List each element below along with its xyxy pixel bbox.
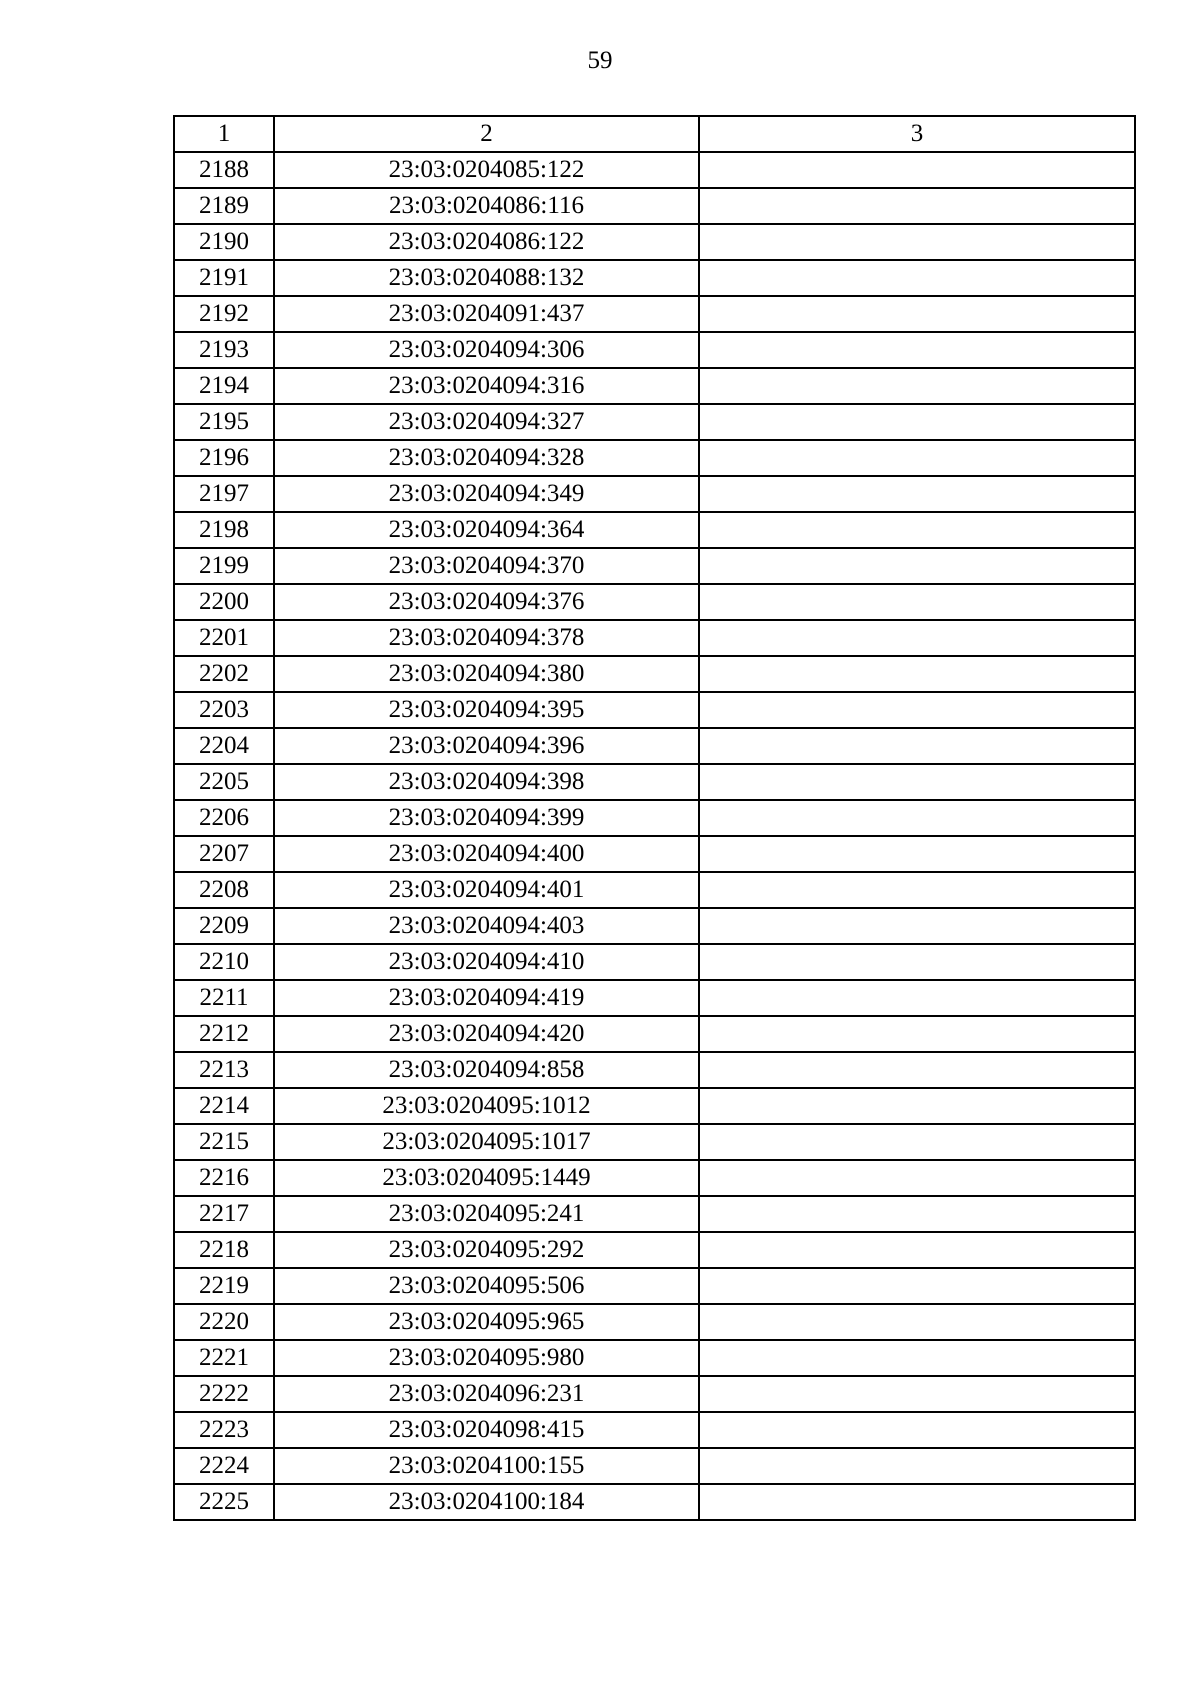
table-body (174, 116, 1135, 1520)
notes-cell (699, 584, 1135, 620)
notes-cell (699, 1448, 1135, 1484)
page-number: 59 (587, 47, 613, 74)
table-row (174, 1232, 1135, 1268)
row-number-cell: 2200 (174, 584, 274, 620)
cadastral-number-cell: 23:03:0204100:184 (274, 1484, 699, 1520)
table-row (174, 332, 1135, 368)
notes-cell (699, 1412, 1135, 1448)
cadastral-number-cell: 23:03:0204094:316 (274, 368, 699, 404)
table-row (174, 692, 1135, 728)
table-header-row (174, 116, 1135, 152)
notes-cell (699, 728, 1135, 764)
notes-cell (699, 620, 1135, 656)
cadastral-number-cell: 23:03:0204095:980 (274, 1340, 699, 1376)
column-header-3: 3 (699, 116, 1135, 152)
cadastral-number-cell: 23:03:0204095:965 (274, 1304, 699, 1340)
cadastral-number-cell: 23:03:0204094:370 (274, 548, 699, 584)
notes-cell (699, 1304, 1135, 1340)
cadastral-number-cell: 23:03:0204094:306 (274, 332, 699, 368)
column-header-2: 2 (274, 116, 699, 152)
table-row (174, 836, 1135, 872)
cadastral-number-cell: 23:03:0204094:419 (274, 980, 699, 1016)
notes-cell (699, 1088, 1135, 1124)
cadastral-number-cell: 23:03:0204094:410 (274, 944, 699, 980)
table-row (174, 620, 1135, 656)
cadastral-number-cell: 23:03:0204095:292 (274, 1232, 699, 1268)
notes-cell (699, 1160, 1135, 1196)
notes-cell (699, 800, 1135, 836)
notes-cell (699, 260, 1135, 296)
table-row (174, 1088, 1135, 1124)
column-header-1: 1 (174, 116, 274, 152)
cadastral-number-cell: 23:03:0204094:396 (274, 728, 699, 764)
row-number-cell: 2208 (174, 872, 274, 908)
table-row (174, 584, 1135, 620)
table-row (174, 1376, 1135, 1412)
table-row (174, 872, 1135, 908)
table-row (174, 1196, 1135, 1232)
row-number-cell: 2197 (174, 476, 274, 512)
cadastral-number-cell: 23:03:0204094:327 (274, 404, 699, 440)
cadastral-number-cell: 23:03:0204091:437 (274, 296, 699, 332)
row-number-cell: 2218 (174, 1232, 274, 1268)
row-number-cell: 2199 (174, 548, 274, 584)
cadastral-number-cell: 23:03:0204095:1012 (274, 1088, 699, 1124)
notes-cell (699, 188, 1135, 224)
row-number-cell: 2212 (174, 1016, 274, 1052)
table-row (174, 1124, 1135, 1160)
notes-cell (699, 1052, 1135, 1088)
notes-cell (699, 1016, 1135, 1052)
notes-cell (699, 1232, 1135, 1268)
row-number-cell: 2216 (174, 1160, 274, 1196)
table-row (174, 1016, 1135, 1052)
notes-cell (699, 512, 1135, 548)
table-row (174, 1412, 1135, 1448)
table-row (174, 1340, 1135, 1376)
table-row (174, 512, 1135, 548)
cadastral-number-cell: 23:03:0204095:1017 (274, 1124, 699, 1160)
notes-cell (699, 224, 1135, 260)
row-number-cell: 2204 (174, 728, 274, 764)
notes-cell (699, 764, 1135, 800)
table-row (174, 1448, 1135, 1484)
notes-cell (699, 404, 1135, 440)
cadastral-number-cell: 23:03:0204088:132 (274, 260, 699, 296)
cadastral-number-cell: 23:03:0204094:858 (274, 1052, 699, 1088)
cadastral-number-cell: 23:03:0204094:398 (274, 764, 699, 800)
cadastral-number-cell: 23:03:0204086:122 (274, 224, 699, 260)
cadastral-number-cell: 23:03:0204094:400 (274, 836, 699, 872)
row-number-cell: 2193 (174, 332, 274, 368)
notes-cell (699, 1196, 1135, 1232)
table-row (174, 260, 1135, 296)
notes-cell (699, 296, 1135, 332)
notes-cell (699, 152, 1135, 188)
table-row (174, 656, 1135, 692)
row-number-cell: 2194 (174, 368, 274, 404)
table-row (174, 728, 1135, 764)
cadastral-number-cell: 23:03:0204094:376 (274, 584, 699, 620)
row-number-cell: 2210 (174, 944, 274, 980)
table-row (174, 548, 1135, 584)
table-row (174, 1484, 1135, 1520)
notes-cell (699, 476, 1135, 512)
row-number-cell: 2191 (174, 260, 274, 296)
table-row (174, 800, 1135, 836)
notes-cell (699, 656, 1135, 692)
cadastral-number-cell: 23:03:0204094:399 (274, 800, 699, 836)
table-row (174, 224, 1135, 260)
cadastral-number-cell: 23:03:0204100:155 (274, 1448, 699, 1484)
row-number-cell: 2207 (174, 836, 274, 872)
row-number-cell: 2196 (174, 440, 274, 476)
row-number-cell: 2214 (174, 1088, 274, 1124)
row-number-cell: 2195 (174, 404, 274, 440)
cadastral-number-cell: 23:03:0204094:364 (274, 512, 699, 548)
notes-cell (699, 1268, 1135, 1304)
row-number-cell: 2213 (174, 1052, 274, 1088)
row-number-cell: 2198 (174, 512, 274, 548)
notes-cell (699, 872, 1135, 908)
table-row (174, 296, 1135, 332)
cadastral-number-cell: 23:03:0204095:506 (274, 1268, 699, 1304)
table-row (174, 944, 1135, 980)
table-row (174, 404, 1135, 440)
table-row (174, 1052, 1135, 1088)
table-row (174, 1304, 1135, 1340)
table-row (174, 908, 1135, 944)
notes-cell (699, 944, 1135, 980)
notes-cell (699, 1124, 1135, 1160)
row-number-cell: 2221 (174, 1340, 274, 1376)
table-row (174, 980, 1135, 1016)
table-row (174, 440, 1135, 476)
table-row (174, 188, 1135, 224)
row-number-cell: 2224 (174, 1448, 274, 1484)
cadastral-number-cell: 23:03:0204095:241 (274, 1196, 699, 1232)
row-number-cell: 2190 (174, 224, 274, 260)
table-row (174, 764, 1135, 800)
cadastral-number-cell: 23:03:0204095:1449 (274, 1160, 699, 1196)
cadastral-number-cell: 23:03:0204094:349 (274, 476, 699, 512)
row-number-cell: 2203 (174, 692, 274, 728)
table-row (174, 476, 1135, 512)
notes-cell (699, 1340, 1135, 1376)
cadastral-number-cell: 23:03:0204094:395 (274, 692, 699, 728)
notes-cell (699, 548, 1135, 584)
table-row (174, 1160, 1135, 1196)
row-number-cell: 2223 (174, 1412, 274, 1448)
row-number-cell: 2202 (174, 656, 274, 692)
cadastral-number-cell: 23:03:0204094:328 (274, 440, 699, 476)
notes-cell (699, 980, 1135, 1016)
cadastral-number-cell: 23:03:0204098:415 (274, 1412, 699, 1448)
cadastral-number-cell: 23:03:0204094:403 (274, 908, 699, 944)
row-number-cell: 2201 (174, 620, 274, 656)
table-row (174, 368, 1135, 404)
notes-cell (699, 692, 1135, 728)
row-number-cell: 2192 (174, 296, 274, 332)
notes-cell (699, 332, 1135, 368)
notes-cell (699, 908, 1135, 944)
row-number-cell: 2188 (174, 152, 274, 188)
row-number-cell: 2225 (174, 1484, 274, 1520)
cadastral-number-cell: 23:03:0204096:231 (274, 1376, 699, 1412)
notes-cell (699, 1376, 1135, 1412)
row-number-cell: 2222 (174, 1376, 274, 1412)
notes-cell (699, 1484, 1135, 1520)
row-number-cell: 2215 (174, 1124, 274, 1160)
row-number-cell: 2220 (174, 1304, 274, 1340)
cadastral-number-cell: 23:03:0204094:401 (274, 872, 699, 908)
row-number-cell: 2209 (174, 908, 274, 944)
cadastral-number-cell: 23:03:0204094:378 (274, 620, 699, 656)
row-number-cell: 2205 (174, 764, 274, 800)
row-number-cell: 2211 (174, 980, 274, 1016)
row-number-cell: 2189 (174, 188, 274, 224)
notes-cell (699, 368, 1135, 404)
row-number-cell: 2217 (174, 1196, 274, 1232)
table-row (174, 152, 1135, 188)
cadastral-number-cell: 23:03:0204094:380 (274, 656, 699, 692)
notes-cell (699, 440, 1135, 476)
table-row (174, 1268, 1135, 1304)
cadastral-number-cell: 23:03:0204086:116 (274, 188, 699, 224)
row-number-cell: 2219 (174, 1268, 274, 1304)
notes-cell (699, 836, 1135, 872)
cadastral-number-cell: 23:03:0204094:420 (274, 1016, 699, 1052)
cadastral-number-cell: 23:03:0204085:122 (274, 152, 699, 188)
data-table (173, 115, 1136, 1521)
row-number-cell: 2206 (174, 800, 274, 836)
